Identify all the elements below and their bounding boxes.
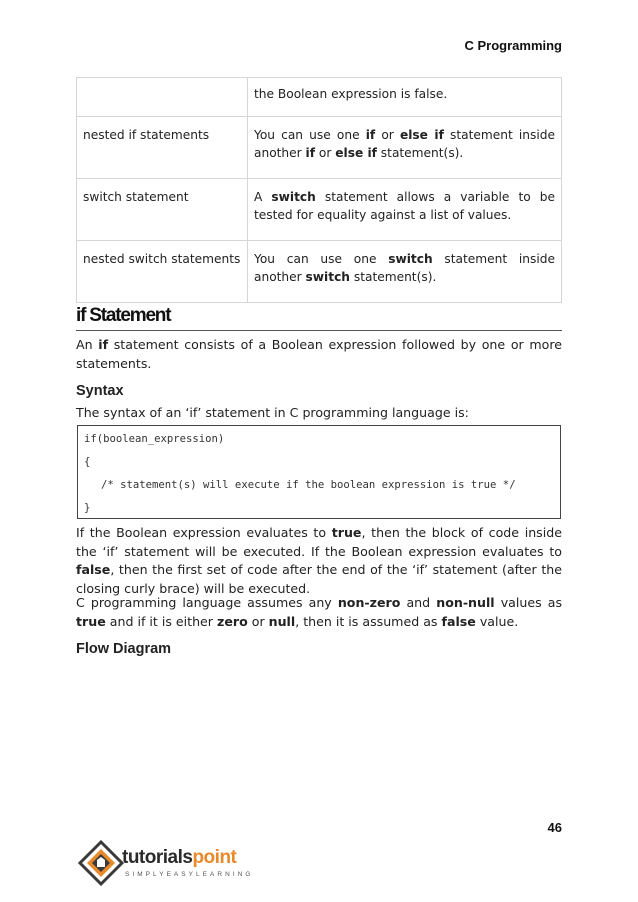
text-run: statement allows a variable to be tested for equality against a list of values. [254, 190, 555, 222]
table-cell-name: switch statement [77, 179, 248, 241]
code-line: /* statement(s) will execute if the boolean expression is true */ [101, 479, 516, 491]
bold-term: true [331, 525, 362, 540]
text-run: or [247, 613, 269, 629]
text-run: statement inside another [254, 252, 555, 284]
logo-wordmark: tutorialspoint [122, 847, 237, 868]
text-run: value. [475, 613, 519, 629]
table-cell-description [248, 78, 562, 117]
table-cell-description [248, 241, 562, 303]
bold-term: false [76, 562, 111, 577]
table-row [77, 117, 562, 179]
text-run: statement inside another [254, 128, 555, 160]
bold-term: switch [271, 190, 316, 204]
text-run: If the Boolean expression evaluates to [76, 525, 332, 540]
text-run: , then the first set of code after the end of the ‘if’ statement (after the closing curly brace) will be executed. [76, 562, 562, 596]
section-intro [76, 336, 562, 373]
explanation-paragraph [76, 594, 562, 631]
text-run: or [315, 146, 336, 160]
page-number: 46 [547, 820, 562, 835]
text-run: statement(s). [376, 146, 464, 160]
explanation-paragraph [76, 524, 562, 598]
syntax-intro: The syntax of an ‘if’ statement in C programming language is: [76, 405, 469, 420]
table-cell-description [248, 117, 562, 179]
logo-tagline: SIMPLYEASYLEARNING [125, 871, 254, 878]
bold-term: non-zero [337, 595, 401, 610]
table-cell-name: nested switch statements [77, 241, 248, 303]
bold-term: else if [335, 146, 377, 160]
bold-term: non-null [436, 595, 495, 610]
bold-term: if [365, 128, 376, 142]
flow-diagram-heading: Flow Diagram [76, 641, 172, 657]
text-run: or [375, 128, 400, 142]
bold-term: else if [399, 128, 444, 142]
statements-table [76, 77, 562, 303]
text-run: and if it is either [105, 613, 217, 629]
table-row [77, 179, 562, 241]
table-cell-description [248, 179, 562, 241]
text-run: You can use one [254, 128, 366, 142]
text-run: values as [494, 595, 563, 610]
table-row [77, 78, 562, 117]
text-run: the Boolean expression is false. [254, 87, 448, 101]
text-run: An [76, 337, 99, 352]
bold-term: switch [388, 252, 433, 266]
text-run: You can use one [254, 252, 389, 266]
bold-term: null [268, 613, 296, 629]
table-cell-name: nested if statements [77, 117, 248, 179]
syntax-heading: Syntax [76, 383, 124, 399]
table-row [77, 241, 562, 303]
text-run: and [400, 595, 437, 610]
section-heading: if Statement [76, 305, 562, 331]
text-run: , then it is assumed as [295, 613, 442, 629]
bold-term: if [305, 146, 316, 160]
table-cell-name [77, 78, 248, 117]
tutorialspoint-logo [78, 840, 258, 890]
code-line: { [84, 456, 91, 468]
bold-term: zero [217, 613, 248, 629]
text-run: C programming language assumes any [76, 595, 338, 610]
logo-mark-icon [78, 840, 124, 886]
code-line: } [84, 502, 91, 514]
text-run: statement(s). [349, 270, 437, 284]
bold-term: false [441, 613, 476, 629]
bold-term: switch [305, 270, 350, 284]
text-run: , then the block of code inside the ‘if’ statement will be executed. If the Boolean expression evaluates to [76, 525, 562, 559]
text-run: A [254, 190, 272, 204]
running-header: C Programming [464, 38, 562, 53]
bold-term: true [76, 613, 106, 629]
code-block [77, 425, 561, 519]
bold-term: if [98, 337, 109, 352]
text-run: statement consists of a Boolean expression followed by one or more statements. [76, 337, 562, 371]
code-line: if(boolean_expression) [84, 433, 225, 445]
